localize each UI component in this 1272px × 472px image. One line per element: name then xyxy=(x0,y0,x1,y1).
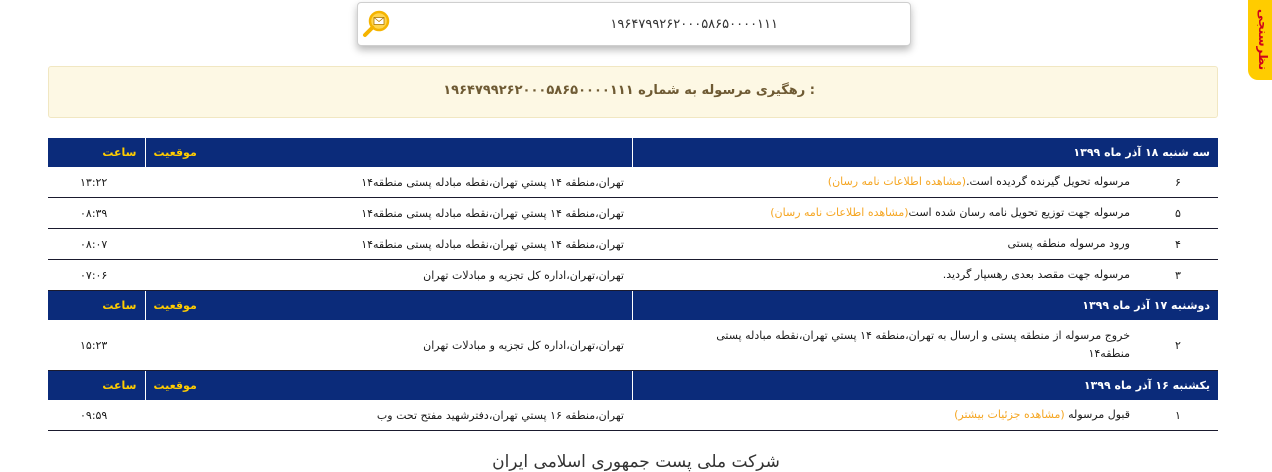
search-magnifier-icon[interactable] xyxy=(362,9,392,39)
footer-company-name: شرکت ملی پست جمهوری اسلامی ایران xyxy=(492,452,780,472)
survey-side-tab[interactable] xyxy=(1248,0,1272,80)
event-number: ۴ xyxy=(1175,237,1181,251)
tracking-number-input[interactable] xyxy=(394,3,778,45)
event-row xyxy=(48,400,1218,431)
event-row xyxy=(48,260,1218,291)
event-time: ۱۳:۲۲ xyxy=(48,167,145,198)
location-column-header: موقعیت xyxy=(145,138,632,167)
tracking-title-prefix: رهگیری مرسوله به شماره : xyxy=(638,83,815,98)
view-postman-info-link[interactable]: (مشاهده اطلاعات نامه رسان) xyxy=(770,206,909,219)
location-column-header: موقعیت xyxy=(145,371,632,401)
event-cell xyxy=(632,320,1218,371)
location-column-header: موقعیت xyxy=(145,291,632,321)
survey-tab-label: نظرسنجی xyxy=(1256,9,1270,71)
event-number: ۱ xyxy=(1175,408,1181,422)
event-cell xyxy=(632,167,1218,198)
event-cell xyxy=(632,260,1218,291)
search-box xyxy=(357,2,911,46)
time-column-header: ساعت xyxy=(48,291,145,321)
tracking-banner xyxy=(48,66,1218,118)
event-location: تهران،تهران،اداره کل تجزیه و مبادلات تهران xyxy=(145,260,632,291)
event-cell xyxy=(632,198,1218,229)
event-row xyxy=(48,320,1218,371)
event-number: ۲ xyxy=(1175,338,1181,352)
event-description: قبول مرسوله xyxy=(1068,408,1130,421)
view-more-details-link[interactable]: (مشاهده جزئیات بیشتر) xyxy=(954,408,1065,421)
time-column-header: ساعت xyxy=(48,371,145,401)
day-header xyxy=(48,138,1218,167)
event-cell xyxy=(632,229,1218,260)
event-row xyxy=(48,229,1218,260)
event-description: خروج مرسوله از منطقه پستی و ارسال به تهران،منطقه ۱۴ پستي تهران،نقطه مبادله پستی منطقه۱۴ xyxy=(716,329,1130,360)
event-description: مرسوله جهت مقصد بعدی رهسپار گردید. xyxy=(942,268,1130,281)
event-number: ۳ xyxy=(1175,268,1181,282)
event-cell xyxy=(632,400,1218,431)
event-number: ۶ xyxy=(1175,175,1181,189)
event-location: تهران،منطقه ۱۶ پستي تهران،دفترشهید مفتح تحت وب xyxy=(145,400,632,431)
day-date: یکشنبه ۱۶ آذر ماه ۱۳۹۹ xyxy=(632,371,1218,401)
tracking-table xyxy=(48,138,1218,431)
event-location: تهران،منطقه ۱۴ پستي تهران،نقطه مبادله پستی منطقه۱۴ xyxy=(145,198,632,229)
day-header xyxy=(48,371,1218,401)
event-time: ۰۷:۰۶ xyxy=(48,260,145,291)
event-description: مرسوله جهت توزیع تحویل نامه رسان شده است xyxy=(908,206,1130,219)
event-time: ۰۸:۰۷ xyxy=(48,229,145,260)
tracking-number: ۱۹۶۴۷۹۹۲۶۲۰۰۰۵۸۶۵۰۰۰۰۱۱۱ xyxy=(443,83,634,98)
event-location: تهران،تهران،اداره کل تجزیه و مبادلات تهران xyxy=(145,320,632,371)
view-postman-info-link[interactable]: (مشاهده اطلاعات نامه رسان) xyxy=(827,175,967,188)
day-date: دوشنبه ۱۷ آذر ماه ۱۳۹۹ xyxy=(632,291,1218,321)
event-location: تهران،منطقه ۱۴ پستي تهران،نقطه مبادله پستی منطقه۱۴ xyxy=(145,167,632,198)
event-location: تهران،منطقه ۱۴ پستي تهران،نقطه مبادله پستی منطقه۱۴ xyxy=(145,229,632,260)
event-time: ۱۵:۲۳ xyxy=(48,320,145,371)
time-column-header: ساعت xyxy=(48,138,145,167)
event-row xyxy=(48,198,1218,229)
event-time: ۰۸:۳۹ xyxy=(48,198,145,229)
tracking-title xyxy=(443,83,815,98)
event-time: ۰۹:۵۹ xyxy=(48,400,145,431)
event-number: ۵ xyxy=(1175,206,1181,220)
day-header xyxy=(48,291,1218,321)
event-row xyxy=(48,167,1218,198)
event-description: ورود مرسوله منطقه پستی xyxy=(1007,237,1130,250)
day-date: سه شنبه ۱۸ آذر ماه ۱۳۹۹ xyxy=(632,138,1218,167)
event-description: مرسوله تحویل گیرنده گردیده است. xyxy=(966,175,1130,188)
